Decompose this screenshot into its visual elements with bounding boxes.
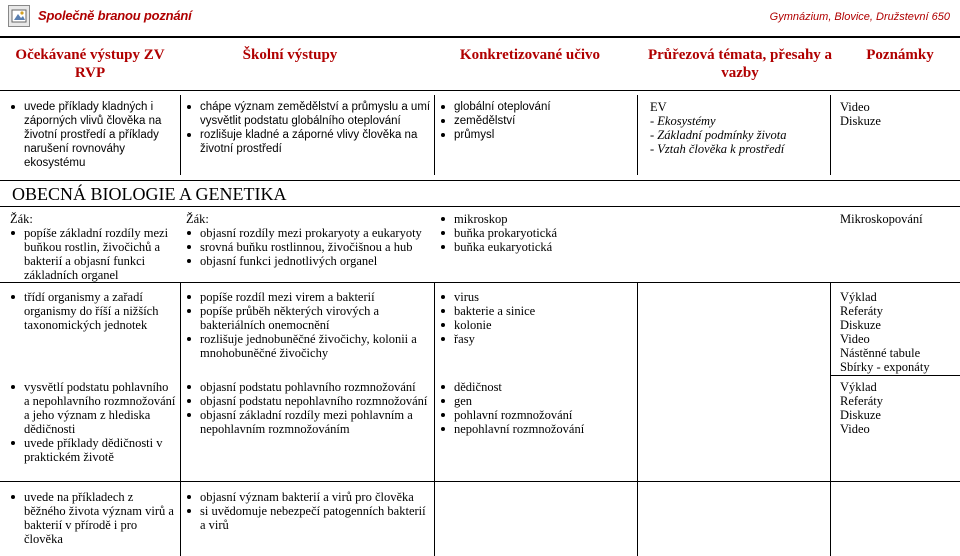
row4-expected-outputs [10,490,176,546]
list-item: rozlišuje jednobuněčné živočichy, kolonii a mnohobuněčné živočichy [186,332,432,360]
note-item: Diskuze [840,318,881,332]
column-divider [637,282,638,556]
list-item: gen [440,394,630,408]
list-item: dědičnost [440,380,630,394]
column-divider [830,282,831,556]
row2-notes [840,290,958,374]
list-item: objasní podstatu nepohlavního rozmnožování [186,394,432,408]
row3-curriculum [440,380,630,436]
row1-notes [840,212,955,226]
column-divider [180,282,181,556]
cross-topic-item: - Základní podmínky života [650,128,787,142]
note-item: Video [840,100,870,114]
list-item: mikroskop [440,212,630,226]
list-item: rozlišuje kladné a záporné vlivy člověka na životní prostředí [186,128,431,156]
note-item: Diskuze [840,114,881,128]
list-item: nepohlavní rozmnožování [440,422,630,436]
row0-curriculum [440,100,630,142]
list-item: virus [440,290,630,304]
list-item: objasní rozdíly mezi prokaryoty a eukaryoty [186,226,432,240]
school-name: Gymnázium, Blovice, Družstevní 650 [769,11,950,23]
row2-school-outputs [186,290,432,360]
list-item: objasní podstatu pohlavního rozmnožování [186,380,432,394]
cross-topic-item: - Vztah člověka k prostředí [650,142,785,156]
note-item: Nástěnné tabule [840,346,921,360]
list-item: objasní význam bakterií a virů pro člověka [186,490,432,504]
note-item: Sbírky - exponáty [840,360,930,374]
logo-icon [8,5,30,27]
row1-pupil-label-2: Žák: [186,212,209,226]
column-divider [830,95,831,175]
row3-school-outputs [186,380,432,436]
list-item: kolonie [440,318,630,332]
row1-pupil-label-1: Žák: [10,212,33,226]
cross-topic-title: EV [650,100,667,114]
list-item: řasy [440,332,630,346]
section-title: OBECNÁ BIOLOGIE A GENETIKA [12,184,287,204]
list-item: si uvědomuje nebezpečí patogenních bakterií a virů [186,504,432,532]
note-item: Výklad [840,290,877,304]
list-item: srovná buňku rostlinnou, živočišnou a hub [186,240,432,254]
column-divider [180,95,181,175]
list-item: globální oteplování [440,100,630,114]
list-item: pohlavní rozmnožování [440,408,630,422]
row-divider [0,481,960,482]
list-item: zemědělství [440,114,630,128]
row1-curriculum [440,212,630,254]
note-item: Video [840,422,870,436]
list-item: uvede příklady kladných i záporných vlivů člověka na životní prostředí a příklady narušení rovnováhy ekosystému [10,100,175,170]
column-divider [637,95,638,175]
note-item: Diskuze [840,408,881,422]
column-divider [434,282,435,556]
row-divider [830,375,960,376]
cross-topic-item: - Ekosystémy [650,114,716,128]
header-divider [0,90,960,91]
row0-school-outputs [186,100,431,156]
header-rule [0,36,960,38]
column-header-school-outputs: Školní výstupy [242,47,338,63]
row3-notes [840,380,958,436]
list-item: popíše rozdíl mezi virem a bakterií [186,290,432,304]
note-item: Video [840,332,870,346]
row2-expected-outputs [10,290,176,332]
list-item: uvede na příkladech z běžného života význam virů a bakterií v přírodě i pro člověka [10,490,176,546]
list-item: popíše průběh některých virových a bakteriálních onemocnění [186,304,432,332]
list-item: buňka eukaryotická [440,240,630,254]
row1-expected-outputs [10,226,176,282]
row0-expected-outputs [10,100,175,170]
row2-curriculum [440,290,630,346]
list-item: uvede příklady dědičnosti v praktickém životě [10,436,176,464]
section-divider [0,180,960,181]
row1-school-outputs [186,226,432,268]
note-item: Výklad [840,380,877,394]
list-item: buňka prokaryotická [440,226,630,240]
column-header-expected-outputs: Očekávané výstupy ZV RVP [15,47,165,81]
row3-expected-outputs [10,380,176,464]
list-item: vysvětlí podstatu pohlavního a nepohlavního rozmnožování a jeho význam z hlediska dědičnosti [10,380,176,436]
section-divider [0,206,960,207]
row-divider [0,282,960,283]
row4-school-outputs [186,490,432,532]
note-item: Referáty [840,394,884,408]
note-item: Referáty [840,304,884,318]
column-header-notes: Poznámky [866,47,934,63]
list-item: objasní funkci jednotlivých organel [186,254,432,268]
document-header [0,0,960,38]
column-divider [434,95,435,175]
list-item: popíše základní rozdíly mezi buňkou rostlin, živočichů a bakterií a objasní funkci základních organel [10,226,176,282]
column-header-cross-topics: Průřezová témata, přesahy a vazby [647,47,833,81]
row0-notes [840,100,955,128]
logo-text: Společně branou poznání [38,8,192,23]
note-item: Mikroskopování [840,212,923,226]
row0-cross-topics [650,100,825,156]
list-item: průmysl [440,128,630,142]
column-header-curriculum: Konkretizované učivo [459,47,601,63]
list-item: třídí organismy a zařadí organismy do říší a nižších taxonomických jednotek [10,290,176,332]
list-item: chápe význam zemědělství a průmyslu a umí vysvětlit podstatu globálního oteplování [186,100,431,128]
list-item: bakterie a sinice [440,304,630,318]
list-item: objasní základní rozdíly mezi pohlavním a nepohlavním rozmnožováním [186,408,432,436]
